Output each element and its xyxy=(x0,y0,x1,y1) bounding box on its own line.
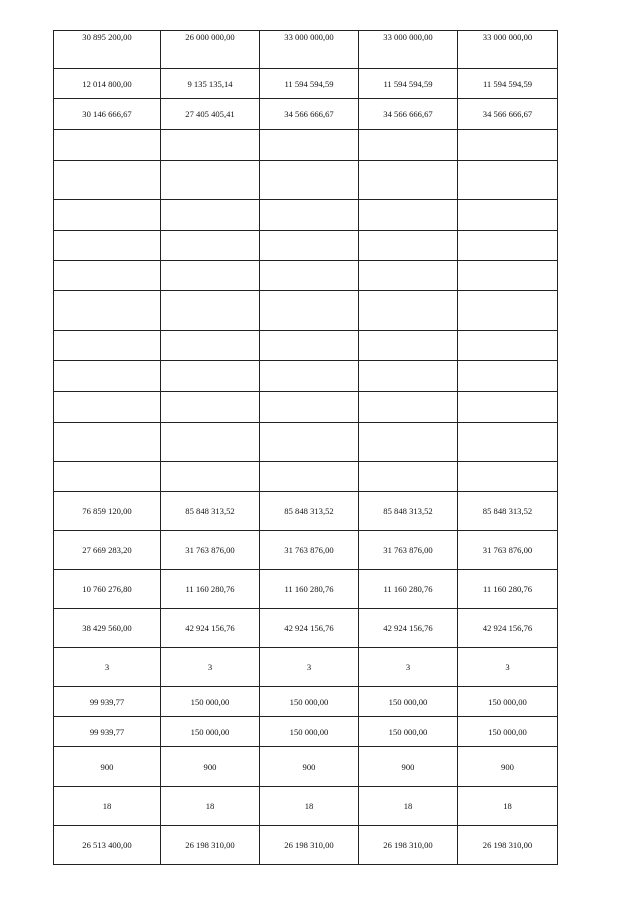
table-cell xyxy=(359,361,458,392)
table-cell: 99 939,77 xyxy=(54,687,161,717)
table-cell xyxy=(359,130,458,161)
table-cell: 85 848 313,52 xyxy=(458,492,558,531)
table-cell xyxy=(260,291,359,331)
table-cell: 150 000,00 xyxy=(359,687,458,717)
table-cell: 12 014 800,00 xyxy=(54,69,161,99)
table-row xyxy=(54,747,558,787)
data-table xyxy=(53,30,558,865)
table-row xyxy=(54,648,558,687)
table-cell: 26 000 000,00 xyxy=(161,31,260,69)
table-cell xyxy=(161,231,260,261)
table-cell xyxy=(54,361,161,392)
table-cell: 31 763 876,00 xyxy=(161,531,260,570)
table-cell xyxy=(161,161,260,200)
table-cell: 11 594 594,59 xyxy=(458,69,558,99)
table-cell: 3 xyxy=(458,648,558,687)
table-row xyxy=(54,161,558,200)
table-cell: 18 xyxy=(260,787,359,826)
table-cell xyxy=(359,392,458,423)
table-cell: 150 000,00 xyxy=(161,717,260,747)
table-cell: 85 848 313,52 xyxy=(161,492,260,531)
table-cell xyxy=(260,231,359,261)
table-cell: 26 513 400,00 xyxy=(54,826,161,865)
table-cell: 3 xyxy=(359,648,458,687)
table-cell: 11 160 280,76 xyxy=(260,570,359,609)
table-row xyxy=(54,826,558,865)
table-row xyxy=(54,261,558,291)
table-cell: 150 000,00 xyxy=(260,687,359,717)
table-cell: 42 924 156,76 xyxy=(359,609,458,648)
table-cell: 26 198 310,00 xyxy=(260,826,359,865)
table-cell: 42 924 156,76 xyxy=(260,609,359,648)
table-cell: 3 xyxy=(260,648,359,687)
table-cell xyxy=(458,462,558,492)
table-cell: 18 xyxy=(161,787,260,826)
table-cell: 33 000 000,00 xyxy=(359,31,458,69)
table-cell: 27 669 283,20 xyxy=(54,531,161,570)
table-cell: 18 xyxy=(458,787,558,826)
table-cell xyxy=(458,291,558,331)
table-cell: 26 198 310,00 xyxy=(359,826,458,865)
table-cell xyxy=(458,130,558,161)
table-cell: 900 xyxy=(54,747,161,787)
table-cell xyxy=(359,261,458,291)
table-cell xyxy=(54,291,161,331)
table-cell: 3 xyxy=(54,648,161,687)
table-cell xyxy=(260,331,359,361)
table-cell xyxy=(161,261,260,291)
table-cell: 76 859 120,00 xyxy=(54,492,161,531)
table-cell: 11 160 280,76 xyxy=(359,570,458,609)
table-row xyxy=(54,423,558,462)
table-cell xyxy=(161,331,260,361)
table-row xyxy=(54,787,558,826)
table-cell xyxy=(260,130,359,161)
table-cell: 900 xyxy=(359,747,458,787)
table-row xyxy=(54,392,558,423)
table-cell: 11 594 594,59 xyxy=(359,69,458,99)
table-cell xyxy=(161,361,260,392)
table-cell: 9 135 135,14 xyxy=(161,69,260,99)
table-cell xyxy=(54,130,161,161)
table-row xyxy=(54,570,558,609)
table-cell xyxy=(260,161,359,200)
table-cell: 150 000,00 xyxy=(260,717,359,747)
table-cell xyxy=(54,423,161,462)
table-row xyxy=(54,99,558,130)
table-cell: 26 198 310,00 xyxy=(161,826,260,865)
table-body xyxy=(54,31,558,865)
table-cell xyxy=(54,231,161,261)
table-cell xyxy=(54,331,161,361)
table-cell: 34 566 666,67 xyxy=(359,99,458,130)
table-row xyxy=(54,69,558,99)
table-row xyxy=(54,291,558,331)
table-cell xyxy=(359,462,458,492)
table-cell: 99 939,77 xyxy=(54,717,161,747)
table-cell xyxy=(458,331,558,361)
table-cell: 900 xyxy=(260,747,359,787)
table-cell: 150 000,00 xyxy=(458,717,558,747)
table-cell: 3 xyxy=(161,648,260,687)
table-cell xyxy=(458,200,558,231)
table-cell xyxy=(359,291,458,331)
table-cell xyxy=(161,392,260,423)
table-cell: 11 594 594,59 xyxy=(260,69,359,99)
table-cell: 38 429 560,00 xyxy=(54,609,161,648)
table-cell: 31 763 876,00 xyxy=(359,531,458,570)
table-cell xyxy=(359,231,458,261)
table-cell: 10 760 276,80 xyxy=(54,570,161,609)
table-row xyxy=(54,687,558,717)
table-cell xyxy=(161,130,260,161)
table-cell xyxy=(54,261,161,291)
table-row xyxy=(54,130,558,161)
table-cell: 34 566 666,67 xyxy=(458,99,558,130)
table-cell xyxy=(161,291,260,331)
table-row xyxy=(54,31,558,69)
table-cell: 150 000,00 xyxy=(359,717,458,747)
table-cell: 33 000 000,00 xyxy=(260,31,359,69)
table-cell: 150 000,00 xyxy=(161,687,260,717)
table-cell xyxy=(260,423,359,462)
table-cell xyxy=(458,231,558,261)
table-cell: 33 000 000,00 xyxy=(458,31,558,69)
table-cell: 31 763 876,00 xyxy=(260,531,359,570)
table-cell xyxy=(359,423,458,462)
table-row xyxy=(54,331,558,361)
table-cell: 900 xyxy=(161,747,260,787)
table-cell xyxy=(260,462,359,492)
table-cell xyxy=(54,392,161,423)
table-cell: 30 895 200,00 xyxy=(54,31,161,69)
table-cell xyxy=(458,161,558,200)
table-cell xyxy=(458,392,558,423)
table-cell: 11 160 280,76 xyxy=(458,570,558,609)
table-row xyxy=(54,531,558,570)
table-cell xyxy=(161,462,260,492)
table-cell: 85 848 313,52 xyxy=(260,492,359,531)
table-row xyxy=(54,492,558,531)
table-cell: 85 848 313,52 xyxy=(359,492,458,531)
table-row xyxy=(54,717,558,747)
table-row xyxy=(54,200,558,231)
table-cell: 18 xyxy=(359,787,458,826)
table-cell xyxy=(458,423,558,462)
table-cell xyxy=(359,200,458,231)
table-cell xyxy=(458,261,558,291)
table-cell xyxy=(161,200,260,231)
table-cell xyxy=(260,361,359,392)
table-cell: 31 763 876,00 xyxy=(458,531,558,570)
table-cell xyxy=(260,261,359,291)
table-row xyxy=(54,609,558,648)
table-cell xyxy=(54,161,161,200)
table-cell: 150 000,00 xyxy=(458,687,558,717)
table-cell: 34 566 666,67 xyxy=(260,99,359,130)
table-cell xyxy=(260,392,359,423)
table-cell xyxy=(54,462,161,492)
table-cell: 11 160 280,76 xyxy=(161,570,260,609)
table-cell: 27 405 405,41 xyxy=(161,99,260,130)
table-cell xyxy=(161,423,260,462)
table-cell xyxy=(359,161,458,200)
table-cell xyxy=(260,200,359,231)
table-cell: 30 146 666,67 xyxy=(54,99,161,130)
table-row xyxy=(54,462,558,492)
table-cell xyxy=(458,361,558,392)
table-row xyxy=(54,361,558,392)
table-cell: 18 xyxy=(54,787,161,826)
table-cell xyxy=(359,331,458,361)
table-cell: 26 198 310,00 xyxy=(458,826,558,865)
table-row xyxy=(54,231,558,261)
table-cell: 900 xyxy=(458,747,558,787)
table-cell xyxy=(54,200,161,231)
table-cell: 42 924 156,76 xyxy=(161,609,260,648)
table-cell: 42 924 156,76 xyxy=(458,609,558,648)
